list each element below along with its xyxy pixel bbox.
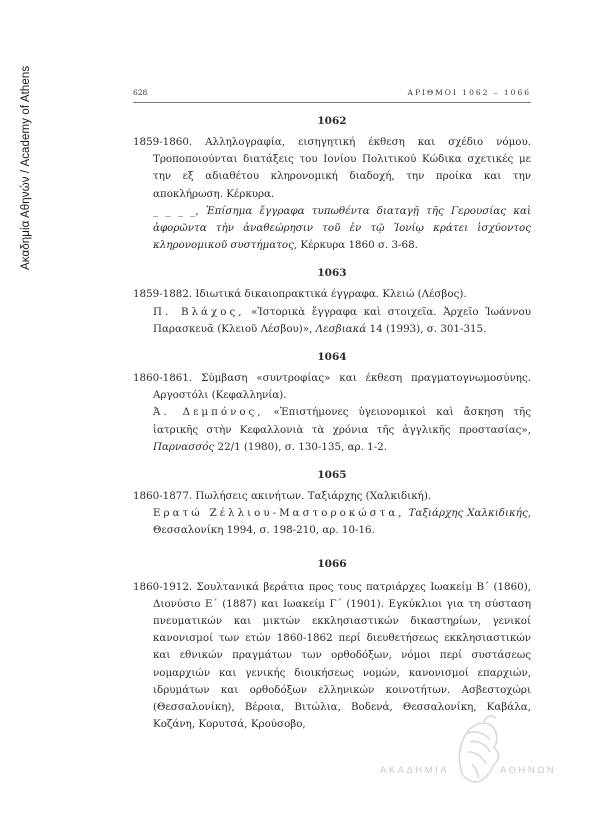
watermark-left-text: ΑΚΑΔΗΜΙΑ bbox=[380, 765, 450, 776]
ref-author: Ερατώ Ζέλλιου-Μαστοροκώστα, bbox=[153, 507, 405, 520]
record-number-1062: 1062 bbox=[317, 115, 347, 127]
record-body-1063: 1859-1882. Ιδιωτικά δικαιοπρακτικά έγγραφα. Κλειώ (Λέσβος). bbox=[133, 288, 467, 301]
watermark-right-text: ΑΘΗΝΩΝ bbox=[500, 765, 557, 776]
record-number-1064: 1064 bbox=[317, 351, 347, 364]
running-header bbox=[133, 88, 531, 97]
ref-title: Ἐπίσημα ἔγγραφα τυπωθέντα διαταγῇ τῆς Γερουσίας καὶ ἀφορῶντα τὴν ἀναθεώρησιν τοῦ ἐν τῷ Ἰονίῳ κράτει ἰσχύοντος κληρονομικοῦ συστήματος, bbox=[153, 204, 531, 252]
ref-author: Ἀ. Δεμπόνος, bbox=[153, 406, 264, 419]
record-number-1063: 1063 bbox=[317, 267, 347, 280]
record-ref-1063 bbox=[133, 304, 531, 338]
side-note-academy bbox=[18, 40, 36, 270]
document-page bbox=[133, 88, 531, 733]
ref-rest: Κέρκυρα 1860 σ. 3-68. bbox=[300, 239, 418, 252]
ref-rest: 22/1 (1980), σ. 130-135, αρ. 1-2. bbox=[217, 440, 388, 453]
record-body-1064: 1860-1861. Σύμβαση «συντροφίας» και έκθεση πραγματογνωμοσύνης. Αργοστόλι (Κεφαλληνία). bbox=[133, 372, 531, 402]
record-body-1065: 1860-1877. Πωλήσεις ακινήτων. Ταξιάρχης (Χαλκιδική). bbox=[133, 490, 432, 503]
running-title: ΑΡΙΘΜΟΙ 1062 – 1066 bbox=[407, 88, 531, 97]
record-number-1065: 1065 bbox=[317, 469, 347, 482]
academy-watermark bbox=[370, 712, 570, 792]
header-rule bbox=[133, 102, 531, 103]
ref-journal: Λεσβιακά bbox=[315, 322, 367, 335]
ref-rest: Θεσσαλονίκη 1994, σ. 198-210, αρ. 10-16. bbox=[153, 524, 375, 537]
record-ref-1062 bbox=[133, 203, 531, 255]
page-number: 628 bbox=[133, 88, 148, 97]
athena-head-icon bbox=[448, 712, 504, 788]
side-note-text: Ακαδημία Αθηνών / Academy of Athens bbox=[20, 65, 32, 270]
record-body-1062: 1859-1860. Αλληλογραφία, εισηγητική έκθεση και σχέδιο νόμου. Τροποποιούνται διατάξεις του Ιονίου Πολιτικού Κώδικα σχετικές με την εξ αδιαθέτου κληρονομική διαδοχή, την προίκα και την αποκλήρωση. Κέρκυρα. bbox=[133, 136, 531, 200]
record-body-1066: 1860-1912. Σουλτανικά βεράτια προς τους πατριάρχες Ιωακείμ Β΄ (1860), Διονύσιο Ε΄ (1887) και Ιωακείμ Γ΄ (1901). Εγκύκλιοι για τη σύσταση πνευματικών και μικτών εκκλησιαστικών δικαστηρίων, γενικοί κανονισμοί των ετών 1860-1862 περί διευθετήσεως εκκλησιαστικών και εθνικών πραγμάτων των ορθοδόξων, νόμοι περί συστάσεως νομαρχιών και γενικής διοικήσεως νομών, κανονισμοί επαρχιών, ιδρυμάτων και ορθοδόξων ελληνικών κοινοτήτων. Ασβεστοχώρι (Θεσσαλονίκη), Βέροια, Βιτώλια, Βοδενά, Θεσσαλονίκη, Καβάλα, Κοζάνη, Κορυτσά, Κρούσοβο, bbox=[133, 580, 531, 731]
record-ref-1064 bbox=[133, 404, 531, 456]
ref-author: _ _ _ _, bbox=[153, 204, 199, 217]
ref-journal: Παρνασσός bbox=[153, 440, 215, 453]
ref-title: «Ἐπιστήμονες ὑγειονομικοὶ καὶ ἄσκηση τῆς ἰατρικῆς στὴν Κεφαλλονιὰ τὰ χρόνια τῆς ἀγγλικῆς προστασίας», bbox=[153, 406, 531, 436]
ref-title: «Ἱστορικὰ ἔγγραφα καὶ στοιχεῖα. Ἀρχεῖο Ἰωάννου Παρασκευᾶ (Κλειοῦ Λέσβου)», bbox=[153, 305, 531, 335]
record-ref-1065 bbox=[133, 505, 531, 539]
ref-rest: 14 (1993), σ. 301-315. bbox=[369, 322, 487, 335]
ref-journal: Ταξιάρχης Χαλκιδικής, bbox=[408, 507, 531, 520]
record-number-1066: 1066 bbox=[317, 557, 347, 570]
ref-author: Π. Βλάχος, bbox=[153, 305, 245, 318]
